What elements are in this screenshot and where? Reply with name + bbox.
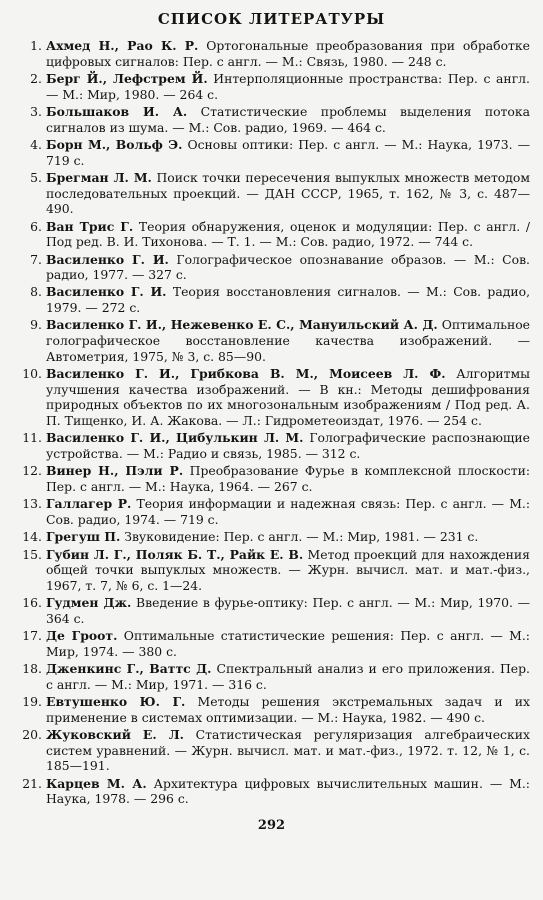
reference-text: Оптимальные статистические решения: Пер. с англ. — М.: Мир, 1974. — 380 с. [46, 628, 530, 659]
reference-list [22, 38, 530, 809]
reference-authors: Василенко Г. И., Нежевенко Е. С., Мануильский А. Д. [46, 317, 438, 333]
reference-entry-19 [22, 694, 530, 725]
reference-entry-11 [22, 430, 530, 461]
reference-authors: Дженкинс Г., Ваттс Д. [46, 661, 212, 677]
reference-entry-21 [22, 776, 530, 807]
reference-authors: Большаков И. А. [46, 103, 188, 119]
reference-number: 3. [30, 103, 42, 119]
reference-entry-13 [22, 496, 530, 527]
reference-number: 19. [22, 694, 42, 710]
reference-authors: Грегуш П. [46, 529, 121, 545]
reference-entry-14 [22, 529, 530, 545]
reference-authors: Берг Й., Лефстрем Й. [46, 70, 208, 86]
reference-authors: Василенко Г. И., Грибкова В. М., Моисеев Л. Ф. [46, 366, 446, 382]
reference-text: Преобразование Фурье в комплексной плоскости: Пер. с англ. — М.: Наука, 1964. — 267 с. [46, 463, 531, 494]
reference-entry-15 [22, 547, 530, 594]
reference-text: Спектральный анализ и его приложения. Пер. с англ. — М.: Мир, 1971. — 316 с. [46, 661, 530, 692]
reference-entry-20 [22, 727, 530, 774]
reference-number: 14. [22, 529, 42, 545]
reference-text: Теория обнаружения, оценок и модуляции: Пер. с англ. / Под ред. В. И. Тихонова. — Т. 1. — М.: Сов. радио, 1972. — 744 с. [46, 218, 531, 250]
reference-authors: Жуковский Е. Л. [46, 727, 184, 743]
reference-entry-2 [22, 71, 530, 102]
reference-text: Оптимальное голографическое восстановление качества изображений. — Автометрия, 1975, № 3, с. 85—90. [46, 317, 530, 364]
reference-entry-1 [22, 38, 530, 69]
reference-entry-17 [22, 628, 530, 659]
reference-number: 10. [22, 366, 42, 382]
reference-authors: Василенко Г. И. [46, 284, 167, 300]
reference-entry-12 [22, 463, 530, 494]
reference-number: 13. [22, 496, 42, 512]
reference-authors: Брегман Л. М. [46, 169, 152, 185]
reference-authors: Борн М., Вольф Э. [46, 136, 183, 152]
reference-entry-6 [22, 219, 530, 250]
reference-number: 9. [30, 317, 42, 333]
reference-authors: Гудмен Дж. [46, 595, 132, 611]
reference-number: 21. [22, 775, 42, 791]
reference-number: 2. [30, 70, 42, 86]
reference-text: Алгоритмы улучшения качества изображений. — В кн.: Методы дешифрования природных объектов по их многозональным изображениям / Под ред. А. П. Тищенко, И. А. Жакова. — Л.: Гидрометеоиздат, 1976. — 254 с. [46, 366, 530, 428]
reference-entry-5 [22, 170, 530, 217]
reference-text: Основы оптики: Пер. с англ. — М.: Наука, 1973. — 719 с. [46, 136, 530, 168]
reference-number: 1. [30, 38, 42, 53]
reference-entry-18 [22, 661, 530, 692]
reference-number: 17. [22, 628, 42, 644]
reference-authors: Ахмед Н., Рао К. Р. [46, 38, 199, 53]
reference-text: Голографическое опознавание образов. — М.: Сов. радио, 1977. — 327 с. [46, 251, 530, 283]
reference-entry-9 [22, 317, 530, 364]
reference-text: Статистическая регуляризация алгебраических систем уравнений. — Журн. вычисл. мат. и мат.-физ., 1972. т. 12, № 1, с. 185—191. [46, 727, 530, 774]
reference-text: Интерполяционные пространства: Пер. с англ. — М.: Мир, 1980. — 264 с. [46, 70, 530, 102]
reference-entry-7 [22, 252, 530, 283]
reference-number: 8. [30, 284, 42, 300]
reference-number: 16. [22, 595, 42, 611]
page-title: СПИСОК ЛИТЕРАТУРЫ [157, 10, 386, 28]
reference-number: 5. [30, 169, 42, 185]
reference-text: Звуковидение: Пер. с англ. — М.: Мир, 1981. — 231 с. [120, 529, 479, 545]
reference-number: 12. [22, 463, 42, 479]
reference-entry-3 [22, 104, 530, 135]
reference-authors: Карцев М. А. [46, 775, 147, 791]
reference-text: Архитектура цифровых вычислительных машин. — М.: Наука, 1978. — 296 с. [46, 775, 530, 807]
reference-text: Введение в фурье-оптику: Пер. с англ. — М.: Мир, 1970. — 364 с. [46, 595, 530, 626]
reference-authors: Василенко Г. И. [46, 251, 169, 267]
page-number: 292 [257, 818, 286, 833]
reference-text: Статистические проблемы выделения потока сигналов из шума. — М.: Сов. радио, 1969. — 464 с. [46, 103, 531, 135]
reference-authors: Галлагер Р. [46, 496, 132, 512]
reference-authors: Ван Трис Г. [46, 218, 134, 234]
reference-authors: Де Гроот. [46, 628, 118, 644]
reference-number: 11. [22, 430, 42, 446]
reference-number: 6. [30, 218, 42, 234]
reference-text: Ортогональные преобразования при обработке цифровых сигналов: Пер. с англ. — М.: Связь, 1980. — 248 с. [46, 38, 530, 69]
reference-entry-4 [22, 137, 530, 168]
reference-number: 4. [30, 136, 42, 152]
reference-number: 7. [30, 251, 42, 267]
reference-number: 15. [22, 546, 42, 562]
reference-text: Голографические распознающие устройства. — М.: Радио и связь, 1985. — 312 с. [46, 430, 531, 461]
reference-authors: Василенко Г. И., Цибулькин Л. М. [46, 430, 304, 446]
reference-text: Метод проекций для нахождения общей точки выпуклых множеств. — Журн. вычисл. мат. и мат.-физ., 1967, т. 7, № 6, с. 1—24. [46, 546, 530, 593]
reference-entry-10 [22, 366, 530, 428]
reference-text: Поиск точки пересечения выпуклых множеств методом последовательных проекций. — ДАН СССР, 1965, т. 162, № 3, с. 487—490. [46, 169, 530, 217]
reference-number: 20. [22, 727, 42, 743]
reference-text: Теория восстановления сигналов. — М.: Сов. радио, 1979. — 272 с. [46, 284, 531, 316]
reference-authors: Евтушенко Ю. Г. [46, 694, 186, 710]
reference-text: Теория информации и надежная связь: Пер. с англ. — М.: Сов. радио, 1974. — 719 с. [46, 496, 530, 527]
reference-entry-8 [22, 284, 530, 315]
reference-authors: Губин Л. Г., Поляк Б. Т., Райк Е. В. [46, 546, 304, 562]
reference-authors: Винер Н., Пэли Р. [46, 463, 184, 479]
reference-number: 18. [22, 661, 42, 677]
reference-entry-16 [22, 595, 530, 626]
reference-text: Методы решения экстремальных задач и их применение в системах оптимизации. — М.: Наука, 1982. — 490 с. [46, 694, 530, 725]
